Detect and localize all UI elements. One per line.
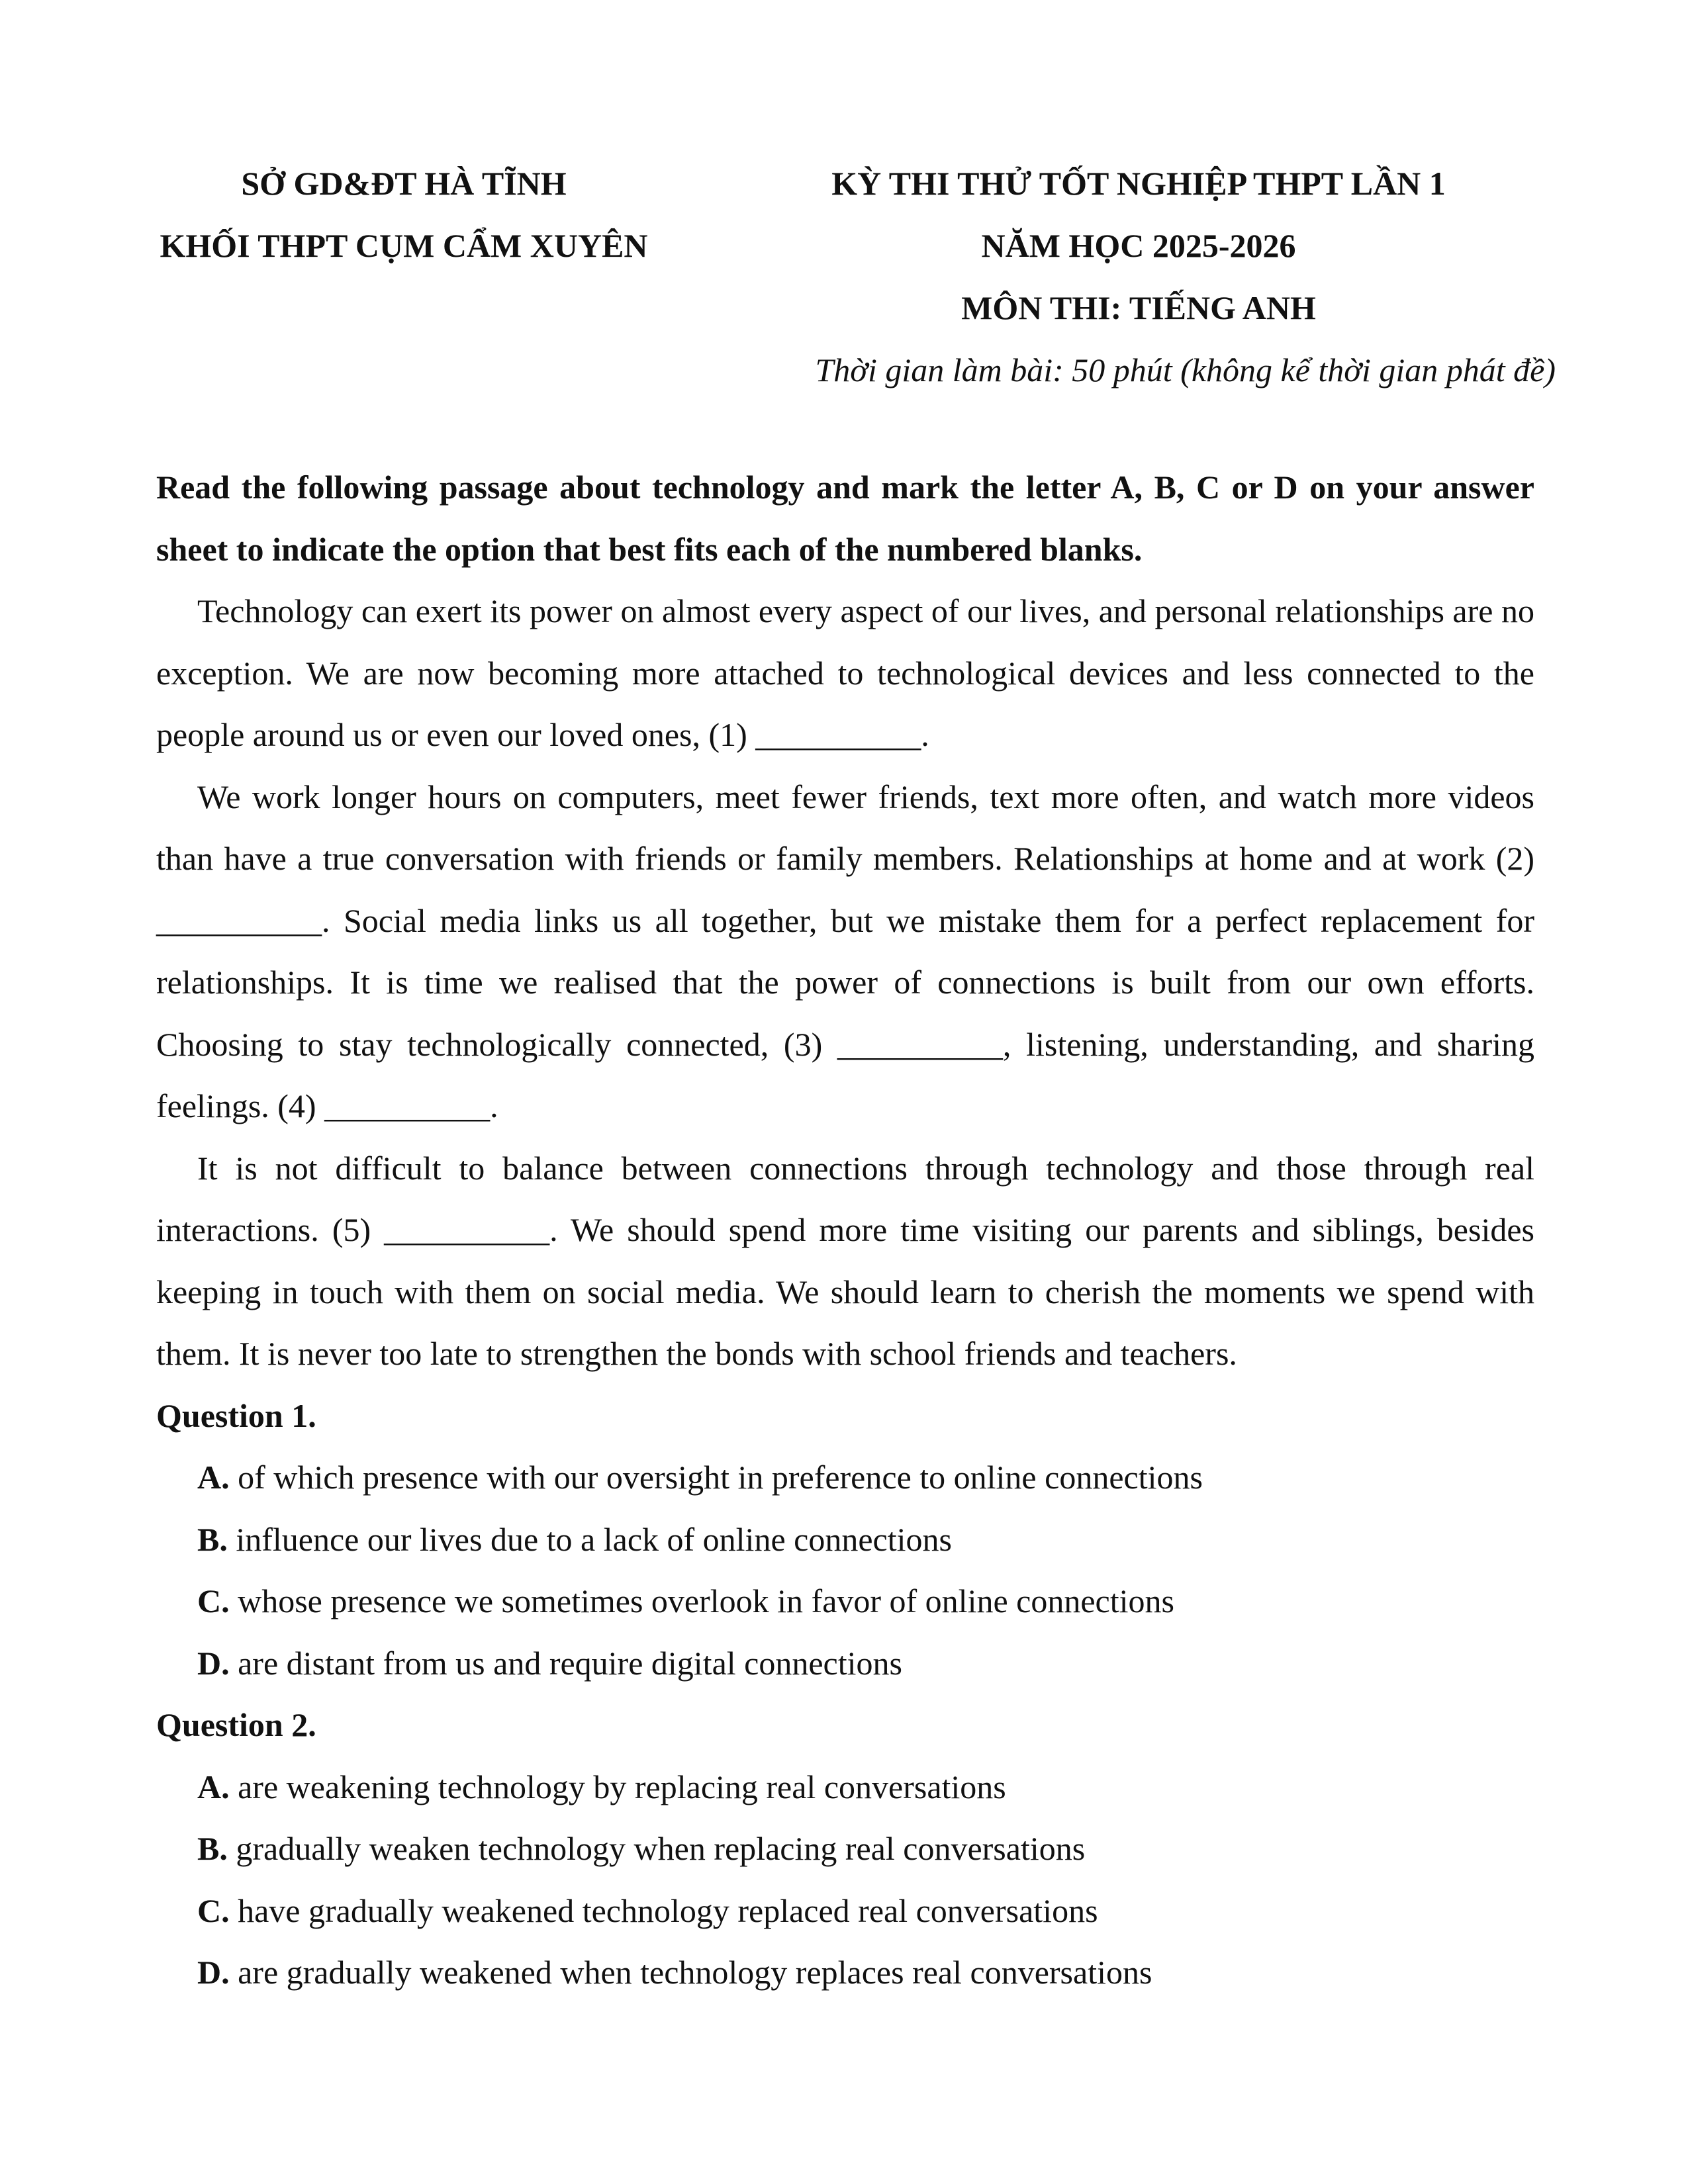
option-letter: D. <box>197 1644 230 1682</box>
option-text: whose presence we sometimes overlook in favor of online connections <box>229 1582 1174 1619</box>
subject: MÔN THI: TIẾNG ANH <box>961 289 1316 326</box>
option-text: are gradually weakened when technology replaces real conversations <box>229 1954 1152 1991</box>
option-d <box>156 1942 1534 2004</box>
option-text: gradually weaken technology when replacing real conversations <box>227 1830 1086 1867</box>
option-a <box>156 1447 1534 1509</box>
question-1 <box>156 1385 1534 1695</box>
option-c <box>156 1880 1534 1942</box>
option-letter: A. <box>197 1459 230 1496</box>
option-text: influence our lives due to a lack of online connections <box>227 1520 952 1558</box>
exam-title: KỲ THI THỬ TỐT NGHIỆP THPT LẦN 1 <box>831 165 1446 202</box>
option-a <box>156 1756 1534 1819</box>
option-d <box>156 1633 1534 1695</box>
school-cluster-name: KHỐI THPT CỤM CẨM XUYÊN <box>160 227 648 264</box>
question-2 <box>156 1694 1534 2004</box>
department-name: SỞ GD&ĐT HÀ TĨNH <box>241 165 567 202</box>
passage-paragraph-2: We work longer hours on computers, meet fewer friends, text more often, and watch more videos than have a true conversation with friends or family members. Relationships at home and at work (2) __________. Social media links us all together, but we mistake them for a perfect replacement for relationships. It is time we realised that the power of connections is built from our own efforts. Choosing to stay technologically connected, (3) __________, listening, understanding, and sharing feelings. (4) __________. <box>156 778 1534 1124</box>
option-text: of which presence with our oversight in preference to online connections <box>229 1459 1203 1496</box>
option-b <box>156 1818 1534 1880</box>
option-b <box>156 1509 1534 1571</box>
option-c <box>156 1570 1534 1633</box>
passage-paragraph-1: Technology can exert its power on almost every aspect of our lives, and personal relationships are no exception. We are now becoming more attached to technological devices and less connected to the people around us or even our loved ones, (1) __________. <box>156 592 1534 753</box>
passage-paragraph-3: It is not difficult to balance between connections through technology and those through real interactions. (5) __________. We should spend more time visiting our parents and siblings, besides keeping in touch with them on social media. We should learn to cherish the moments we spend with them. It is never too late to strengthen the bonds with school friends and teachers. <box>156 1149 1534 1372</box>
question-title: Question 2. <box>156 1706 316 1743</box>
option-letter: B. <box>197 1520 228 1558</box>
question-title: Question 1. <box>156 1396 316 1434</box>
option-letter: B. <box>197 1830 228 1867</box>
option-letter: C. <box>197 1891 230 1929</box>
option-text: have gradually weakened technology replaced real conversations <box>229 1891 1098 1929</box>
option-letter: A. <box>197 1768 230 1805</box>
option-letter: D. <box>197 1954 230 1991</box>
header-right <box>722 152 1556 401</box>
exam-content <box>156 457 1534 2004</box>
time-allowed: Thời gian làm bài: 50 phút (không kể thời gian phát đề) <box>815 351 1556 388</box>
option-text: are weakening technology by replacing real conversations <box>229 1768 1006 1805</box>
instruction: Read the following passage about technology and mark the letter A, B, C or D on your answer sheet to indicate the option that best fits each of the numbered blanks. <box>156 469 1534 568</box>
school-year: NĂM HỌC 2025-2026 <box>981 227 1296 264</box>
option-letter: C. <box>197 1582 230 1619</box>
option-text: are distant from us and require digital connections <box>229 1644 902 1682</box>
header-left <box>113 152 695 277</box>
